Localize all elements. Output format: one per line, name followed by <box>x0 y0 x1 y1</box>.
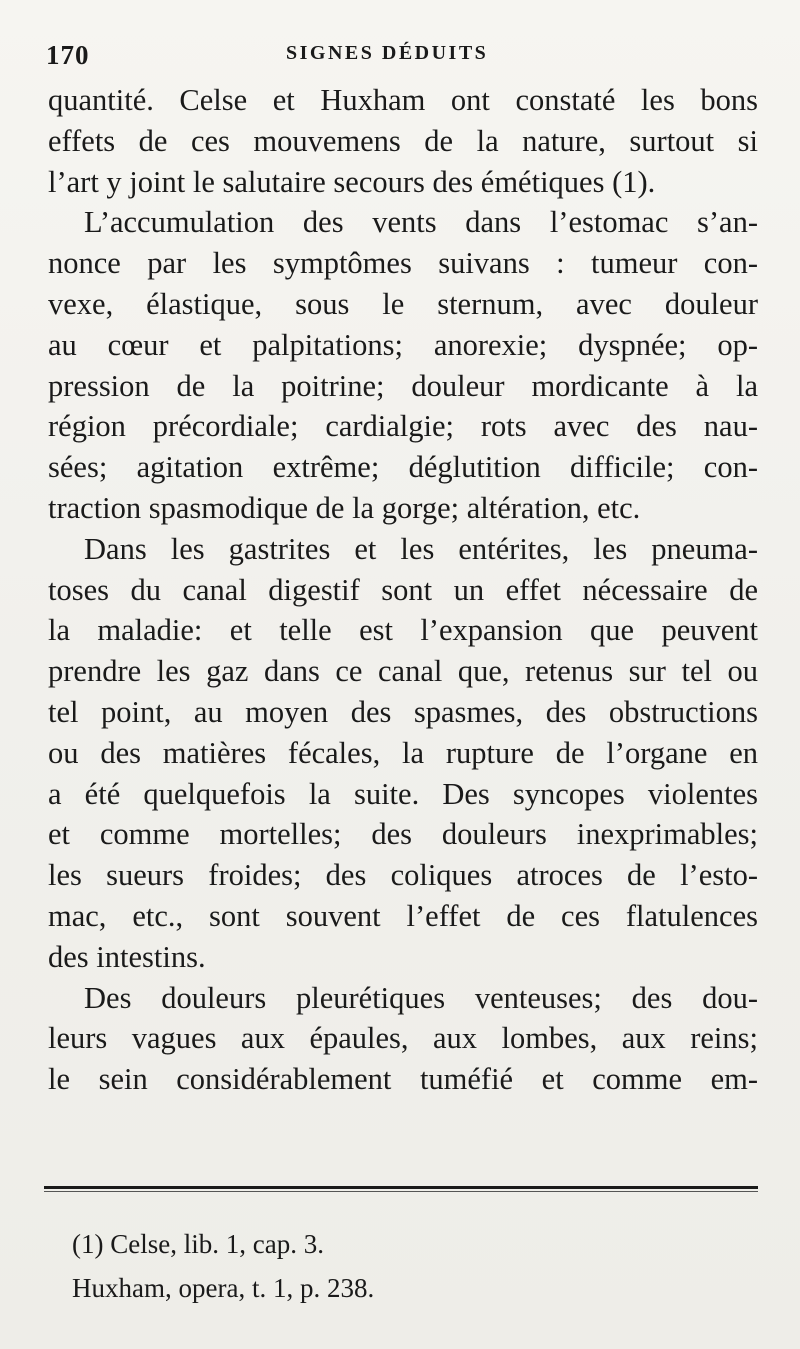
text-line: nonce par les symptômes suivans : tumeur con- <box>48 246 758 281</box>
text-line: tel point, au moyen des spasmes, des obstructions <box>48 694 758 729</box>
text-line: quantité. Celse et Huxham ont constaté les bons <box>48 83 758 117</box>
text-line: la maladie: et telle est l’expansion que peuvent <box>48 613 758 648</box>
footnote-line: Huxham, opera, t. 1, p. 238. <box>72 1273 375 1303</box>
text-line: Des douleurs pleurétiques venteuses; des dou- <box>84 980 758 1015</box>
text-line: prendre les gaz dans ce canal que, retenus sur tel ou <box>48 654 758 689</box>
text-line: leurs vagues aux épaules, aux lombes, aux reins; <box>48 1021 758 1056</box>
text-line: L’accumulation des vents dans l’estomac s’an- <box>84 205 758 240</box>
text-line: traction spasmodique de la gorge; altération, etc. <box>48 490 641 525</box>
page-number: 170 <box>46 40 90 70</box>
running-head: SIGNES DÉDUITS <box>286 42 489 64</box>
text-line: mac, etc., sont souvent l’effet de ces flatulences <box>48 898 758 933</box>
text-line: région précordiale; cardialgie; rots avec des nau- <box>48 409 758 444</box>
text-line: des intestins. <box>48 939 206 974</box>
text-line: a été quelquefois la suite. Des syncopes violentes <box>48 776 758 811</box>
text-line: le sein considérablement tuméfié et comme em- <box>48 1062 758 1097</box>
text-line: les sueurs froides; des coliques atroces de l’esto- <box>48 858 758 893</box>
text-line: effets de ces mouvemens de la nature, surtout si <box>48 123 758 158</box>
text-line: et comme mortelles; des douleurs inexprimables; <box>48 817 758 852</box>
footnote-line: (1) Celse, lib. 1, cap. 3. <box>72 1229 324 1259</box>
page-header <box>46 34 766 74</box>
footnote-rule-thin <box>44 1191 758 1192</box>
text-line: pression de la poitrine; douleur mordicante à la <box>48 368 758 403</box>
footnotes <box>72 1222 732 1310</box>
main-text <box>48 80 758 1100</box>
text-line: Dans les gastrites et les entérites, les pneuma- <box>84 531 758 566</box>
text-line: toses du canal digestif sont un effet nécessaire de <box>48 572 758 607</box>
text-line: vexe, élastique, sous le sternum, avec douleur <box>48 286 758 321</box>
text-line: au cœur et palpitations; anorexie; dyspnée; op- <box>48 327 758 362</box>
text-line: l’art y joint le salutaire secours des émétiques (1). <box>48 164 656 199</box>
text-line: sées; agitation extrême; déglutition difficile; con- <box>48 450 758 485</box>
text-line: ou des matières fécales, la rupture de l’organe en <box>48 735 758 770</box>
footnote-rule <box>44 1186 758 1189</box>
